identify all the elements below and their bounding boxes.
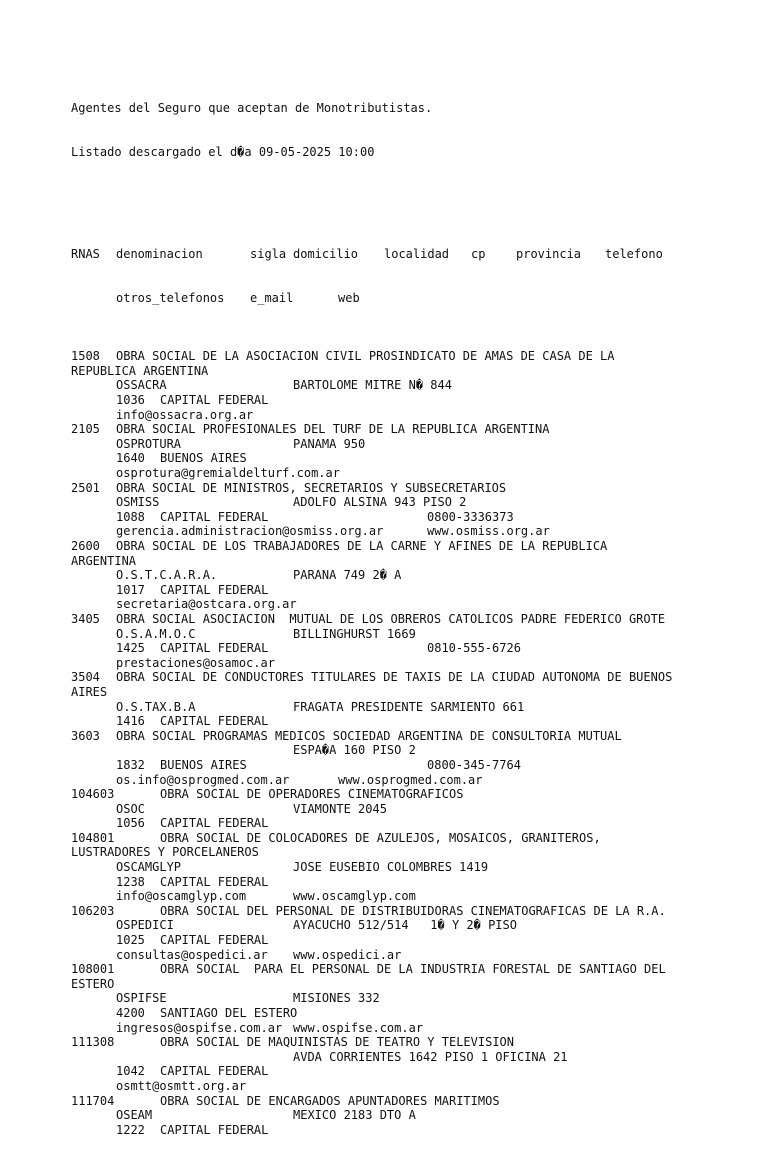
list-item	[71, 729, 731, 787]
record-heading	[71, 539, 731, 554]
rnas-code: 111704	[71, 1093, 115, 1108]
denominacion: OBRA SOCIAL PARA EL PERSONAL DE LA INDUSTRIA FORESTAL DE SANTIAGO DEL	[160, 962, 666, 977]
domicilio: JOSE EUSEBIO COLOMBRES 1419	[293, 860, 489, 875]
sigla-domicilio-row	[71, 568, 731, 583]
col-otros-telefonos: otros_telefonos	[116, 290, 225, 305]
denominacion: OBRA SOCIAL DE COLOCADORES DE AZULEJOS, MOSAICOS, GRANITEROS,	[160, 830, 601, 845]
cp-localidad-row	[71, 816, 731, 831]
record-heading	[71, 349, 731, 364]
cp: 1088	[116, 509, 145, 524]
email: os.info@osprogmed.com.ar	[116, 772, 290, 787]
domicilio: PANAMA 950	[293, 436, 366, 451]
denominacion: OBRA SOCIAL DE LOS TRABAJADORES DE LA CARNE Y AFINES DE LA REPUBLICA	[116, 539, 608, 553]
denominacion: OBRA SOCIAL DE OPERADORES CINEMATOGRAFICOS	[160, 787, 464, 802]
sigla-domicilio-row	[71, 495, 731, 510]
record-heading	[71, 670, 731, 685]
domicilio: VIAMONTE 2045	[293, 801, 387, 816]
sigla: OSCAMGLYP	[116, 860, 182, 875]
email: osprotura@gremialdelturf.com.ar	[116, 466, 340, 481]
column-header-row-2	[71, 291, 731, 306]
telefono: 0810-555-6726	[427, 641, 521, 656]
web: www.osmiss.org.ar	[427, 524, 550, 539]
rnas-code: 3504	[71, 670, 100, 685]
record-heading	[71, 831, 731, 846]
email: gerencia.administracion@osmiss.org.ar	[116, 524, 384, 539]
sigla: OSMISS	[116, 495, 160, 510]
sigla-domicilio-row	[71, 627, 731, 642]
denominacion: OBRA SOCIAL DE CONDUCTORES TITULARES DE TAXIS DE LA CIUDAD AUTONOMA DE BUENOS	[116, 670, 673, 685]
email: secretaria@ostcara.org.ar	[116, 597, 297, 612]
sigla-domicilio-row	[71, 743, 731, 758]
sigla-domicilio-row	[71, 1050, 731, 1065]
cp: 1017	[116, 582, 145, 597]
rnas-code: 104801	[71, 830, 115, 845]
sigla-domicilio-row	[71, 991, 731, 1006]
cp-localidad-row	[71, 1006, 731, 1021]
domicilio: PARANA 749 2� A	[293, 568, 402, 583]
sigla-domicilio-row	[71, 378, 731, 393]
cp: 1416	[116, 714, 145, 729]
record-heading	[71, 1035, 731, 1050]
email-web-row	[71, 889, 731, 904]
telefono: 0800-345-7764	[427, 757, 521, 772]
localidad: BUENOS AIRES	[160, 451, 247, 466]
email-web-row	[71, 1079, 731, 1094]
list-item	[71, 670, 731, 728]
col-denominacion: denominacion	[116, 247, 203, 262]
cp-localidad-row	[71, 758, 731, 773]
sigla: O.S.TAX.B.A	[116, 699, 196, 714]
download-date-line: Listado descargado el d�a 09-05-2025 10:00	[71, 144, 375, 159]
rnas-code: 1508	[71, 349, 100, 364]
cp-localidad-row	[71, 510, 731, 525]
col-sigla: sigla	[250, 247, 287, 262]
localidad: CAPITAL FEDERAL	[160, 393, 269, 408]
domicilio: ADOLFO ALSINA 943 PISO 2	[293, 495, 467, 510]
cp-localidad-row	[71, 451, 731, 466]
document-title: Agentes del Seguro que aceptan de Monotributistas.	[71, 101, 433, 116]
blank-line	[71, 189, 731, 204]
email: ingresos@ospifse.com.ar	[116, 1020, 283, 1035]
list-item	[71, 539, 731, 612]
localidad: CAPITAL FEDERAL	[160, 509, 269, 524]
cp-localidad-row	[71, 933, 731, 948]
telefono: 0800-3336373	[427, 509, 514, 524]
denominacion-continuation: ESTERO	[71, 976, 115, 991]
record-heading	[71, 962, 731, 977]
denominacion: OBRA SOCIAL DE LA ASOCIACION CIVIL PROSINDICATO DE AMAS DE CASA DE LA	[116, 349, 615, 364]
cp: 4200	[116, 1006, 145, 1020]
domicilio: MEXICO 2183 DTO A	[293, 1108, 416, 1123]
localidad: CAPITAL FEDERAL	[160, 816, 269, 831]
web: www.ospedici.ar	[293, 947, 402, 962]
email: osmtt@osmtt.org.ar	[116, 1078, 247, 1093]
denominacion: OBRA SOCIAL ASOCIACION MUTUAL DE LOS OBREROS CATOLICOS PADRE FEDERICO GROTE	[116, 611, 666, 626]
cp-localidad-row	[71, 393, 731, 408]
col-provincia: provincia	[516, 247, 582, 262]
localidad: CAPITAL FEDERAL	[160, 1122, 269, 1137]
col-localidad: localidad	[384, 247, 450, 262]
sigla: O.S.T.C.A.R.A.	[116, 568, 218, 583]
denominacion: OBRA SOCIAL DEL PERSONAL DE DISTRIBUIDORAS CINEMATOGRAFICAS DE LA R.A.	[160, 903, 666, 918]
sigla: OSSACRA	[116, 378, 167, 393]
sigla-domicilio-row	[71, 860, 731, 875]
rnas-code: 2600	[71, 539, 100, 553]
sigla: OSPROTURA	[116, 436, 182, 451]
record-heading	[71, 904, 731, 919]
record-heading	[71, 481, 731, 496]
domicilio: AVDA CORRIENTES 1642 PISO 1 OFICINA 21	[293, 1049, 568, 1064]
sigla-domicilio-row	[71, 700, 731, 715]
email-web-row	[71, 524, 731, 539]
cp: 1025	[116, 933, 145, 948]
web: www.oscamglyp.com	[293, 889, 416, 904]
denominacion-continuation: LUSTRADORES Y PORCELANEROS	[71, 845, 259, 860]
sigla: OSEAM	[116, 1108, 153, 1123]
rnas-code: 2501	[71, 480, 100, 495]
localidad: CAPITAL FEDERAL	[160, 714, 269, 729]
list-item	[71, 422, 731, 480]
localidad: CAPITAL FEDERAL	[160, 641, 269, 656]
list-item	[71, 787, 731, 831]
cp: 1832	[116, 757, 145, 772]
rnas-code: 3405	[71, 611, 100, 626]
cp: 1425	[116, 641, 145, 656]
sigla: OSOC	[116, 801, 145, 816]
localidad: CAPITAL FEDERAL	[160, 933, 269, 948]
rnas-code: 104603	[71, 787, 115, 802]
sigla: O.S.A.M.O.C	[116, 626, 196, 641]
record-heading	[71, 1094, 731, 1109]
cp-localidad-row	[71, 714, 731, 729]
denominacion-continuation: REPUBLICA ARGENTINA	[71, 363, 209, 378]
cp-localidad-row	[71, 1064, 731, 1079]
denominacion: OBRA SOCIAL PROFESIONALES DEL TURF DE LA REPUBLICA ARGENTINA	[116, 422, 550, 437]
rnas-code: 111308	[71, 1035, 115, 1050]
web: www.ospifse.com.ar	[293, 1020, 424, 1035]
cp-localidad-row	[71, 875, 731, 890]
rnas-code: 106203	[71, 903, 115, 918]
rnas-code: 3603	[71, 728, 100, 743]
email-web-row	[71, 656, 731, 671]
email-web-row	[71, 466, 731, 481]
record-heading	[71, 422, 731, 437]
localidad: SANTIAGO DEL ESTERO	[160, 1006, 298, 1020]
email-web-row	[71, 1021, 731, 1036]
record-heading	[71, 787, 731, 802]
denominacion: OBRA SOCIAL PROGRAMAS MEDICOS SOCIEDAD ARGENTINA DE CONSULTORIA MUTUAL	[116, 728, 622, 743]
sigla-domicilio-row	[71, 802, 731, 817]
col-domicilio: domicilio	[293, 247, 359, 262]
sigla: OSPEDICI	[116, 918, 174, 933]
list-item	[71, 1094, 731, 1138]
cp: 1056	[116, 816, 145, 831]
cp-localidad-row	[71, 641, 731, 656]
email: info@oscamglyp.com	[116, 889, 247, 904]
web: www.osprogmed.com.ar	[338, 772, 483, 787]
sigla: OSPIFSE	[116, 991, 167, 1006]
domicilio: BILLINGHURST 1669	[293, 626, 416, 641]
localidad: CAPITAL FEDERAL	[160, 1064, 269, 1079]
domicilio: AYACUCHO 512/514 1� Y 2� PISO	[293, 918, 517, 933]
record-heading	[71, 729, 731, 744]
localidad: CAPITAL FEDERAL	[160, 582, 269, 597]
localidad: CAPITAL FEDERAL	[160, 874, 269, 889]
email: info@ossacra.org.ar	[116, 407, 254, 422]
denominacion: OBRA SOCIAL DE ENCARGADOS APUNTADORES MARITIMOS	[160, 1093, 500, 1108]
record-heading	[71, 612, 731, 627]
list-item	[71, 1035, 731, 1093]
cp: 1222	[116, 1122, 145, 1137]
email-web-row	[71, 597, 731, 612]
cp: 1036	[116, 393, 145, 408]
sigla-domicilio-row	[71, 1108, 731, 1123]
list-item	[71, 831, 731, 904]
list-item	[71, 349, 731, 422]
col-rnas: RNAS	[71, 247, 100, 262]
list-item	[71, 904, 731, 962]
domicilio: ESPA�A 160 PISO 2	[293, 743, 416, 758]
domicilio: MISIONES 332	[293, 991, 380, 1006]
col-email: e_mail	[250, 290, 294, 305]
cp-localidad-row	[71, 583, 731, 598]
col-cp: cp	[471, 247, 486, 262]
document-page	[71, 72, 731, 1152]
col-telefono: telefono	[605, 247, 663, 262]
domicilio: FRAGATA PRESIDENTE SARMIENTO 661	[293, 699, 525, 714]
localidad: BUENOS AIRES	[160, 757, 247, 772]
email-web-row	[71, 408, 731, 423]
column-header-row-1	[71, 247, 731, 262]
cp: 1042	[116, 1064, 145, 1079]
cp: 1640	[116, 451, 145, 466]
col-web: web	[338, 290, 360, 305]
rnas-code: 108001	[71, 962, 115, 977]
email-web-row	[71, 948, 731, 963]
denominacion-continuation: AIRES	[71, 684, 108, 699]
denominacion-continuation: ARGENTINA	[71, 553, 137, 568]
sigla-domicilio-row	[71, 918, 731, 933]
records-list	[71, 349, 731, 1137]
cp-localidad-row	[71, 1123, 731, 1138]
email: prestaciones@osamoc.ar	[116, 655, 275, 670]
denominacion: OBRA SOCIAL DE MINISTROS, SECRETARIOS Y SUBSECRETARIOS	[116, 480, 507, 495]
rnas-code: 2105	[71, 422, 100, 437]
domicilio: BARTOLOME MITRE N� 844	[293, 378, 452, 393]
email-web-row	[71, 773, 731, 788]
list-item	[71, 962, 731, 1035]
email: consultas@ospedici.ar	[116, 947, 268, 962]
sigla-domicilio-row	[71, 437, 731, 452]
denominacion: OBRA SOCIAL DE MAQUINISTAS DE TEATRO Y TELEVISION	[160, 1035, 515, 1050]
list-item	[71, 612, 731, 670]
cp: 1238	[116, 874, 145, 889]
list-item	[71, 481, 731, 539]
